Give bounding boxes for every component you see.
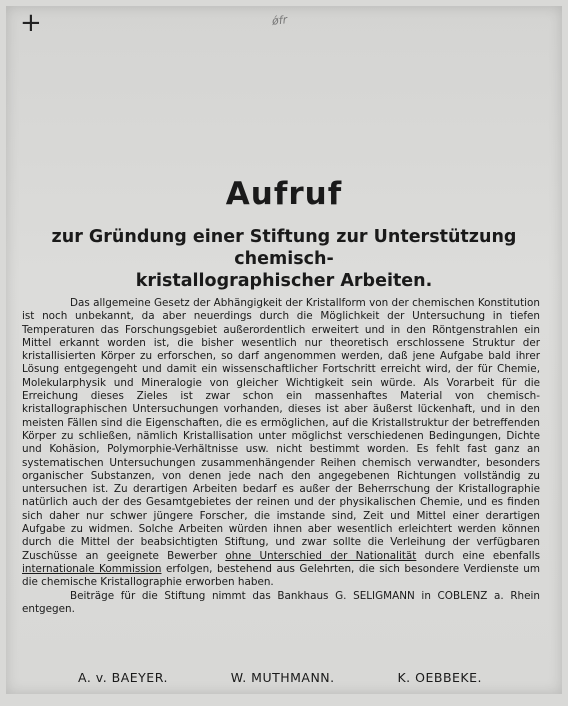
signature-baeyer: A. v. BAEYER.: [78, 670, 168, 685]
paragraph-1-text-b: durch eine ebenfalls: [416, 549, 540, 562]
pencil-annotation: ǿfr: [271, 13, 288, 28]
corner-cross-mark: +: [20, 8, 42, 38]
paragraph-1-text-c: erfolgen, bestehend aus Gelehrten, die sich besondere Verdienste um die chemische Kristallographie erworben haben.: [22, 562, 540, 589]
underlined-nationality-phrase: ohne Unterschied der Nationalität: [225, 549, 417, 562]
signature-row: [6, 670, 562, 685]
document-subtitle: [26, 226, 542, 292]
document-title: Aufruf: [225, 176, 343, 212]
signature-muthmann: W. MUTHMANN.: [230, 670, 335, 685]
document-body: [22, 297, 540, 616]
subtitle-line-1: zur Gründung einer Stiftung zur Unterstützung chemisch-: [51, 227, 517, 269]
paragraph-2: Beiträge für die Stiftung nimmt das Bankhaus G. SELIGMANN in COBLENZ a. Rhein entgegen.: [22, 589, 540, 615]
document-page: [6, 6, 562, 694]
paragraph-1: [22, 297, 540, 590]
underlined-commission-phrase: internationale Kommission: [22, 562, 162, 575]
paragraph-1-text-a: Das allgemeine Gesetz der Abhängigkeit der Kristallform von der chemischen Konstitution ist noch unbekannt, da aber neuerdings durch die Möglichkeit der Untersuchung in tiefen Temperaturen das Forschungsgebiet außerordentlich erweitert und in den Röntgenstrahlen ein Mittel erkannt worden ist, die bisher wesentlich nur theoretisch erschlossene Struktur der kristallisierten Körper zu erforschen, so darf angenommen werden, daß jene Aufgabe bald ihrer Lösung entgegengeht und damit ein wissenschaftlicher Fortschritt erreicht wird, der für Chemie, Molekularphysik und Mineralogie von gleicher Wichtigkeit sein würde. Als Vorarbeit für die Erreichung dieses Zieles ist zwar schon ein massenhaftes Material von chemisch-kristallographischen Untersuchungen vorhanden, dieses ist aber äußerst lückenhaft, und in den meisten Fällen sind die Eigenschaften, die es ermöglichen, auf die Kristallstruktur der betreffenden Körper zu schließen, nämlich Kristallisation unter möglichst verschiedenen Bedingungen, Dichte und Kohäsion, Polymorphie-Verhältnisse usw. nicht bestimmt worden. Es fehlt fast ganz an systematischen Untersuchungen zusammenhängender Reihen chemisch verwandter, besonders organischer Substanzen, von denen jede nach den angegebenen Richtungen vollständig zu untersuchen ist. Zu derartigen Arbeiten bedarf es außer der Beherrschung der Kristallographie natürlich auch der des Gesamtgebietes der reinen und der physikalischen Chemie, und es finden sich daher nur schwer jüngere Forscher, die imstande sind, Zeit und Mittel einer derartigen Aufgabe zu widmen. Solche Arbeiten würden ihnen aber wesentlich erleichtert werden können durch die Mittel der beabsichtigten Stiftung, und zwar sollte die Verleihung der verfügbaren Zuschüsse an geeignete Bewerber: [22, 297, 540, 562]
signature-oebbeke: K. OEBBEKE.: [397, 670, 482, 685]
subtitle-line-2: kristallographischer Arbeiten.: [135, 271, 433, 291]
